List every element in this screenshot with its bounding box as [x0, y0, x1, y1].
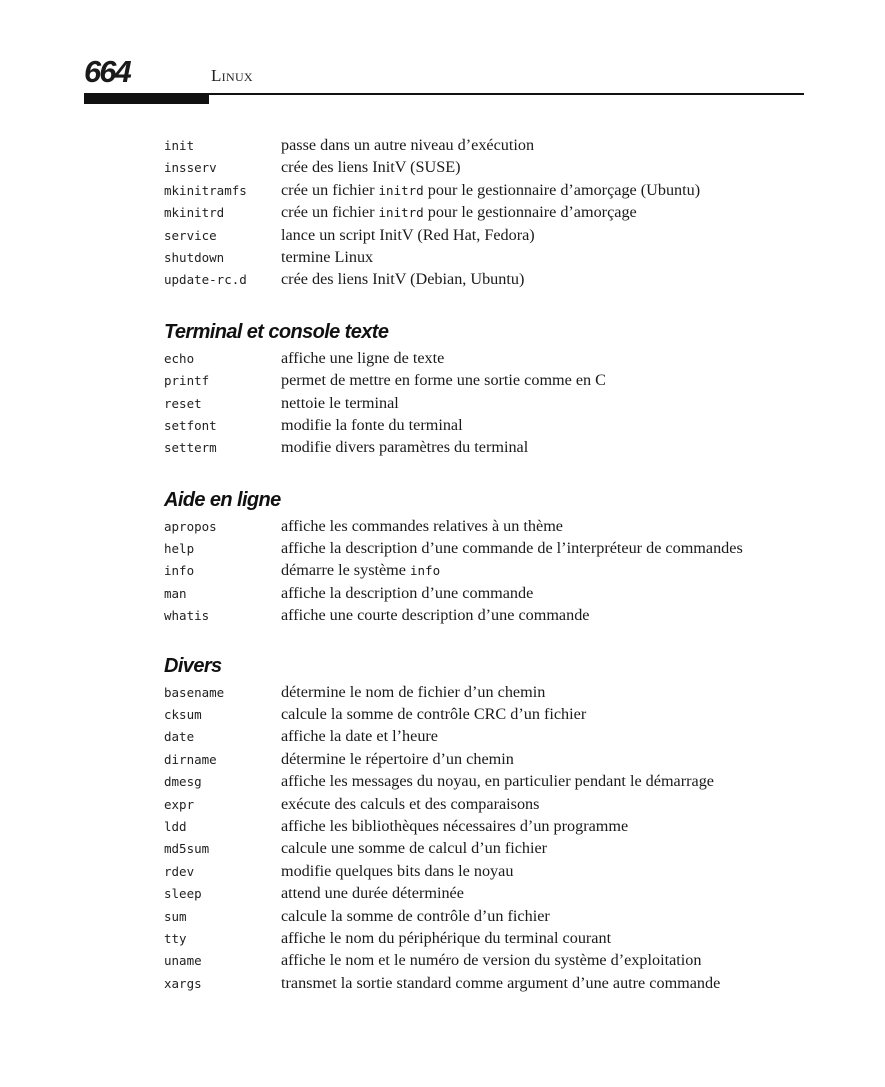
section-heading: Terminal et console texte [164, 320, 389, 343]
list-item [164, 416, 804, 438]
description-text: crée un fichier [281, 203, 379, 222]
command-description: affiche le nom du périphérique du terminal courant [281, 928, 612, 947]
list-item [164, 270, 804, 292]
command-name: setfont [164, 417, 217, 433]
section-heading: Aide en ligne [164, 488, 281, 511]
command-description: détermine le répertoire d’un chemin [281, 749, 514, 768]
list-item [164, 795, 804, 817]
inline-code: initrd [378, 182, 424, 198]
command-name: dmesg [164, 774, 202, 790]
list-item [164, 884, 804, 906]
command-description: calcule une somme de calcul d’un fichier [281, 839, 548, 858]
list-item [164, 750, 804, 772]
command-name: man [164, 585, 187, 601]
page-header [84, 50, 804, 106]
list-item [164, 584, 804, 606]
command-name: mkinitramfs [164, 182, 247, 198]
command-description: détermine le nom de fichier d’un chemin [281, 682, 546, 701]
command-description: affiche une ligne de texte [281, 348, 445, 367]
command-description: permet de mettre en forme une sortie comme en C [281, 371, 606, 390]
command-description: modifie quelques bits dans le noyau [281, 861, 514, 880]
section-terminal [164, 315, 804, 461]
command-description: affiche le nom et le numéro de version du système d’exploitation [281, 951, 702, 970]
command-description: crée des liens InitV (Debian, Ubuntu) [281, 270, 525, 289]
list-item [164, 248, 804, 270]
list-item [164, 561, 804, 583]
command-description: affiche les bibliothèques nécessaires d’un programme [281, 816, 629, 835]
command-description: affiche la description d’une commande de l’interpréteur de commandes [281, 539, 743, 558]
command-name: ldd [164, 818, 187, 834]
command-name: expr [164, 796, 195, 812]
command-name: apropos [164, 518, 217, 534]
list-item [164, 517, 804, 539]
command-description: affiche la date et l’heure [281, 727, 438, 746]
list-item [164, 203, 804, 225]
command-description: attend une durée déterminée [281, 884, 464, 903]
list-item [164, 158, 804, 180]
command-name: sum [164, 908, 187, 924]
list-item [164, 371, 804, 393]
command-name: uname [164, 953, 202, 969]
list-item [164, 349, 804, 371]
command-name: init [164, 138, 195, 153]
list-item [164, 136, 804, 158]
command-name: mkinitrd [164, 205, 225, 221]
list-item [164, 705, 804, 727]
section-boot-commands [164, 136, 804, 293]
description-text: pour le gestionnaire d’amorçage (Ubuntu) [423, 180, 701, 199]
command-description: termine Linux [281, 247, 374, 266]
command-description [281, 203, 637, 222]
page-number: 664 [84, 54, 130, 89]
command-name: info [164, 563, 195, 579]
command-description: transmet la sortie standard comme argument d’une autre commande [281, 973, 721, 992]
command-name: rdev [164, 863, 195, 879]
list-item [164, 974, 804, 996]
description-text: crée un fichier [281, 180, 379, 199]
section-misc [164, 649, 804, 996]
list-item [164, 727, 804, 749]
command-description: modifie la fonte du terminal [281, 415, 463, 434]
inline-code: initrd [378, 205, 424, 221]
command-name: update-rc.d [164, 272, 247, 288]
list-item [164, 226, 804, 248]
command-name: xargs [164, 975, 202, 991]
command-description: nettoie le terminal [281, 393, 399, 412]
list-item [164, 438, 804, 460]
command-name: tty [164, 930, 187, 946]
section-online-help [164, 483, 804, 629]
command-list [164, 683, 804, 996]
command-name: sleep [164, 886, 202, 902]
running-title: Linux [211, 66, 253, 85]
list-item [164, 772, 804, 794]
command-description [281, 181, 700, 200]
list-item [164, 839, 804, 861]
command-description: calcule la somme de contrôle d’un fichier [281, 906, 550, 925]
inline-code: info [410, 563, 441, 579]
command-description: exécute des calculs et des comparaisons [281, 794, 540, 813]
command-name: setterm [164, 440, 217, 456]
page-content [164, 136, 804, 996]
command-name: cksum [164, 707, 202, 723]
command-name: reset [164, 395, 202, 411]
command-name: md5sum [164, 841, 210, 857]
command-description: affiche les messages du noyau, en particulier pendant le démarrage [281, 772, 714, 791]
command-description: calcule la somme de contrôle CRC d’un fichier [281, 705, 587, 724]
command-description: crée des liens InitV (SUSE) [281, 158, 461, 177]
list-item [164, 539, 804, 561]
list-item [164, 394, 804, 416]
command-description [281, 561, 440, 580]
list-item [164, 907, 804, 929]
command-name: date [164, 729, 195, 745]
command-name: dirname [164, 751, 217, 767]
command-name: printf [164, 373, 210, 389]
list-item [164, 181, 804, 203]
list-item [164, 862, 804, 884]
command-description: affiche une courte description d’une commande [281, 606, 590, 625]
command-description: passe dans un autre niveau d’exécution [281, 136, 535, 154]
command-list [164, 349, 804, 461]
command-name: echo [164, 350, 195, 366]
command-name: help [164, 541, 195, 557]
command-name: whatis [164, 608, 210, 624]
description-text: démarre le système [281, 561, 410, 580]
description-text: pour le gestionnaire d’amorçage [423, 203, 637, 222]
list-item [164, 951, 804, 973]
list-item [164, 683, 804, 705]
header-rule-bar [84, 94, 209, 104]
command-name: service [164, 227, 217, 243]
command-name: basename [164, 684, 225, 700]
section-heading: Divers [164, 654, 222, 677]
command-list [164, 136, 804, 293]
command-description: lance un script InitV (Red Hat, Fedora) [281, 225, 535, 244]
list-item [164, 817, 804, 839]
list-item [164, 929, 804, 951]
command-description: affiche les commandes relatives à un thème [281, 516, 563, 535]
command-list [164, 517, 804, 629]
command-description: modifie divers paramètres du terminal [281, 438, 529, 457]
command-name: shutdown [164, 249, 225, 265]
command-name: insserv [164, 160, 217, 176]
command-description: affiche la description d’une commande [281, 583, 534, 602]
list-item [164, 606, 804, 628]
